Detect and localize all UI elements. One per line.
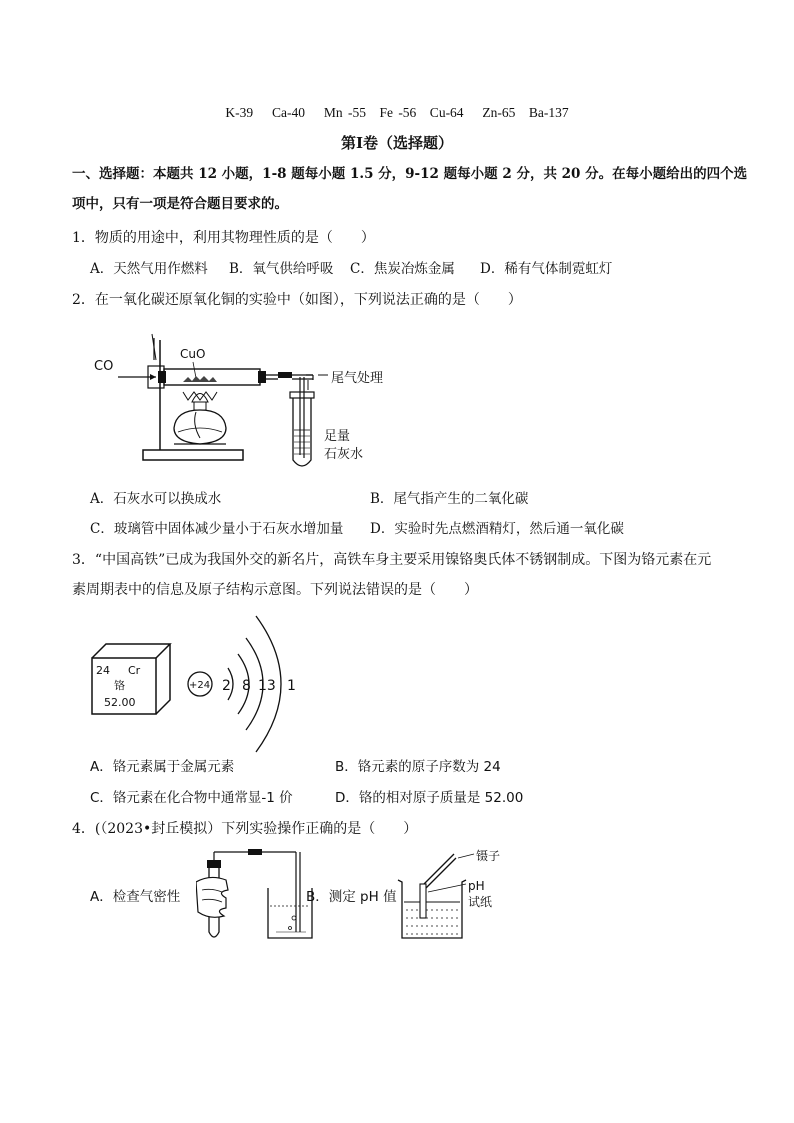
test-tube [293,398,311,466]
question-3-option-b[interactable]: B．铬元素的原子序数为 24 [335,759,501,775]
label-tweezers: 镊子 [476,849,501,863]
instructions-line-1 [72,164,747,184]
question-3-stem-1: 3．“中国高铁”已成为我国外交的新名片，高铁车身主要采用镍铬奥氏体不锈钢制成。下图为铬元素在元 [72,552,712,568]
question-1-option-d[interactable]: D．稀有气体制霓虹灯 [480,261,613,277]
co-reduction-apparatus-figure [88,320,418,480]
nucleus-charge: +24 [189,680,211,691]
label-co: CO [94,359,114,374]
question-1-option-b[interactable]: B．氧气供给呼吸 [229,261,334,277]
question-2-option-a[interactable]: A．石灰水可以换成水 [90,491,222,507]
label-ph-1: pH [468,879,485,893]
label-cuo: CuO [180,347,206,361]
shell-electrons-2: 8 [242,678,251,694]
ph-measurement-figure [392,846,522,946]
beaker [398,880,466,938]
question-1-stem: 1．物质的用途中，利用其物理性质的是（ ） [72,230,375,246]
alcohol-lamp [174,410,226,444]
airtightness-check-figure [196,846,318,946]
rubber-stopper [207,860,221,868]
question-2-option-b[interactable]: B．尾气指产生的二氧化碳 [370,491,529,507]
question-2-option-c[interactable]: C．玻璃管中固体减少量小于石灰水增加量 [90,521,344,537]
question-4-stem: 4．(（2023•封丘模拟）下列实验操作正确的是（ ） [72,821,418,837]
question-3-option-c[interactable]: C．铬元素在化合物中通常显-1 价 [90,790,293,806]
instructions-emphasis: 项中 [72,196,99,212]
question-4-option-a[interactable]: A．检查气密性 [90,889,181,905]
instructions-text: ，只有一项是符合题目要求的。 [99,196,288,212]
element-symbol: Cr [128,664,141,677]
stand-base [143,450,243,460]
atomic-masses: K-39 Ca-40 Mn -55 Fe -56 Cu-64 Zn-65 Ba-137 [225,105,569,120]
question-3-stem-2: 素周期表中的信息及原子结构示意图。下列说法错误的是（ ） [72,582,478,598]
question-2-stem: 2．在一氧化碳还原氧化铜的实验中（如图），下列说法正确的是（ ） [72,292,522,308]
element-number: 24 [96,664,110,677]
shell-electrons-3: 13 [258,678,276,694]
label-tail-gas: 尾气处理 [331,371,384,386]
question-1-option-c[interactable]: C．焦炭冶炼金属 [350,261,455,277]
chromium-info-figure [88,608,308,758]
instructions-emphasis: 四个选 [706,166,748,182]
shell-electrons-4: 1 [287,678,296,694]
question-3-option-a[interactable]: A．铬元素属于金属元素 [90,759,235,775]
question-1-option-a[interactable]: A．天然气用作燃料 [90,261,208,277]
glass-tube [164,369,260,385]
stopper-right [258,371,266,383]
label-limewater-2: 石灰水 [324,447,364,462]
label-ph-2: 试纸 [468,895,493,909]
label-limewater-1: 足量 [324,429,351,444]
instructions-line-2 [72,194,288,214]
question-2-option-d[interactable]: D．实验时先点燃酒精灯，然后通一氧化碳 [370,521,624,537]
section-title: 第Ⅰ卷（选择题） [340,134,454,152]
hand [196,877,228,917]
instructions-text: 一、选择题：本题共 12 小题，1-8 题每小题 1.5 分，9-12 题每小题 2 分，共 20 分。在每小题给出的 [72,166,707,182]
tweezers [422,854,454,886]
element-name: 铬 [114,679,125,692]
shell-electrons-1: 2 [222,678,231,694]
cuo-powder [183,376,217,382]
question-3-option-d[interactable]: D．铬的相对原子质量是 52.00 [335,790,524,806]
stopper-left [158,371,166,383]
question-4-option-b[interactable]: B．测定 pH 值 [306,889,397,905]
ph-paper [420,884,426,918]
element-mass: 52.00 [104,696,136,709]
